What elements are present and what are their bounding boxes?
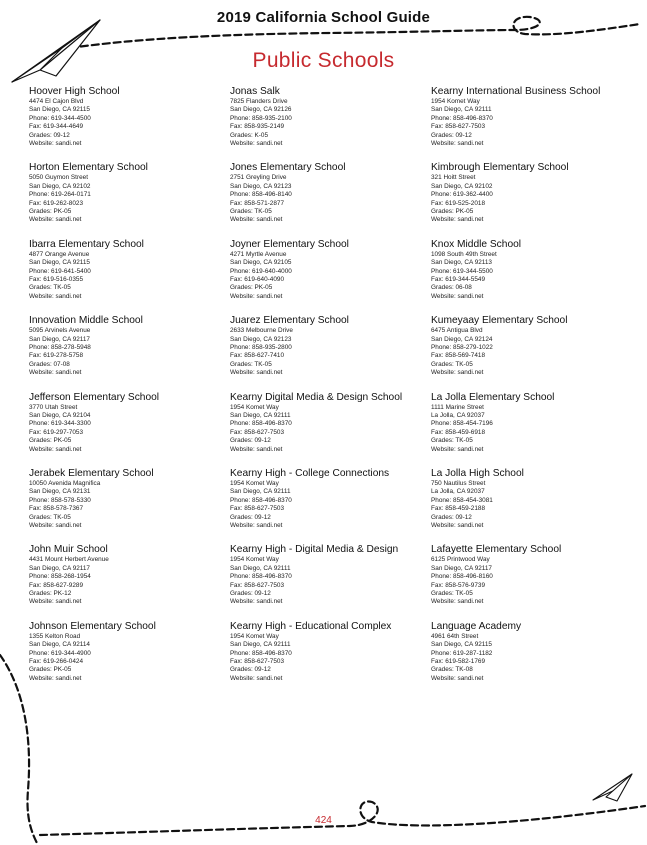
school-grades: Grades: PK-12 [29, 589, 72, 597]
school-fax: Fax: 619-266-0424 [29, 657, 84, 665]
school-phone: Phone: 858-496-8370 [431, 114, 493, 122]
school-website: Website: sandi.net [29, 369, 82, 377]
school-website: Website: sandi.net [431, 445, 484, 453]
school-name: Juarez Elementary School [230, 315, 349, 327]
school-entry [431, 392, 619, 468]
school-name: Lafayette Elementary School [431, 544, 562, 556]
school-city: San Diego, CA 92111 [230, 488, 291, 496]
school-city: San Diego, CA 92111 [230, 411, 291, 419]
school-grades: Grades: 07-08 [29, 360, 70, 368]
school-name: Kearny High - Digital Media & Design [230, 544, 399, 556]
school-fax: Fax: 858-459-2188 [431, 505, 486, 513]
school-fax: Fax: 619-344-5549 [431, 276, 486, 283]
school-name: Kearny Digital Media & Design School [230, 391, 403, 403]
school-name: Jonas Salk [230, 86, 280, 97]
school-grades: Grades: PK-05 [230, 284, 273, 292]
school-fax: Fax: 619-525-2018 [431, 199, 486, 207]
school-entry [29, 392, 230, 468]
school-phone: Phone: 858-454-7196 [431, 420, 493, 428]
school-city: San Diego, CA 92111 [431, 106, 492, 114]
school-grades: Grades: TK-05 [230, 208, 272, 216]
school-phone: Phone: 858-454-3081 [431, 496, 493, 504]
page-number: 424 [315, 815, 332, 826]
school-name: John Muir School [29, 544, 108, 556]
school-city: San Diego, CA 92115 [431, 641, 492, 649]
school-name: Language Academy [431, 620, 522, 632]
school-fax: Fax: 619-297-7053 [29, 428, 84, 436]
school-website: Website: sandi.net [230, 521, 283, 529]
school-columns [29, 86, 619, 697]
school-phone: Phone: 858-278-5948 [29, 343, 91, 351]
school-name: Ibarra Elementary School [29, 238, 144, 250]
school-entry [431, 86, 619, 162]
school-address: 6475 Antigua Blvd [431, 327, 483, 335]
school-entry [29, 162, 230, 238]
school-website: Website: sandi.net [431, 521, 484, 529]
school-grades: Grades: 09-12 [230, 513, 271, 521]
school-website: Website: sandi.net [431, 140, 484, 148]
school-address: 6125 Printwood Way [431, 556, 490, 564]
school-grades: Grades: 09-12 [230, 589, 271, 597]
school-website: Website: sandi.net [29, 521, 82, 529]
school-phone: Phone: 858-496-8370 [230, 649, 292, 657]
school-phone: Phone: 619-344-4500 [29, 114, 91, 122]
school-city: San Diego, CA 92117 [29, 335, 90, 343]
school-city: San Diego, CA 92113 [431, 259, 492, 267]
school-entry [29, 544, 230, 620]
school-phone: Phone: 858-496-8160 [431, 573, 493, 581]
school-website: Website: sandi.net [29, 140, 82, 148]
school-name: Kearny High - Educational Complex [230, 620, 392, 632]
school-grades: Grades: PK-05 [29, 208, 72, 216]
school-phone: Phone: 619-640-4000 [230, 267, 292, 275]
school-name: La Jolla High School [431, 467, 524, 479]
school-entry [230, 392, 431, 468]
school-phone: Phone: 619-344-5500 [431, 267, 493, 275]
school-address: 321 Hoitt Street [431, 174, 476, 182]
school-website: Website: sandi.net [29, 598, 82, 606]
school-name: La Jolla Elementary School [431, 391, 555, 403]
school-city: San Diego, CA 92117 [431, 564, 492, 572]
school-entry [29, 86, 230, 162]
school-address: 4271 Myrtle Avenue [230, 250, 287, 258]
school-phone: Phone: 858-496-8370 [230, 573, 292, 581]
school-address: 1954 Komet Way [230, 403, 279, 411]
school-address: 4877 Orange Avenue [29, 250, 90, 258]
school-grades: Grades: TK-05 [431, 589, 473, 597]
school-entry [230, 544, 431, 620]
paper-airplane-small-icon [593, 774, 632, 801]
school-website: Website: sandi.net [431, 292, 484, 300]
school-column-2 [230, 86, 431, 697]
school-website: Website: sandi.net [230, 369, 283, 377]
school-phone: Phone: 858-268-1954 [29, 573, 91, 581]
school-name: Kimbrough Elementary School [431, 162, 569, 174]
school-address: 1355 Kelton Road [29, 632, 81, 640]
school-phone: Phone: 858-496-8370 [230, 496, 292, 504]
school-name: Horton Elementary School [29, 162, 148, 174]
school-grades: Grades: K-05 [230, 131, 269, 139]
school-website: Website: sandi.net [230, 292, 283, 300]
school-grades: Grades: PK-05 [29, 666, 72, 674]
school-city: San Diego, CA 92123 [230, 182, 292, 190]
school-city: San Diego, CA 92111 [230, 641, 291, 649]
school-website: Website: sandi.net [29, 292, 82, 300]
school-website: Website: sandi.net [230, 216, 283, 224]
school-entry [230, 86, 431, 162]
school-city: La Jolla, CA 92037 [431, 488, 485, 496]
school-address: 1954 Komet Way [431, 98, 480, 105]
school-fax: Fax: 858-578-7367 [29, 505, 84, 513]
guide-title: 2019 California School Guide [216, 9, 431, 26]
school-column-1 [29, 86, 230, 697]
school-website: Website: sandi.net [431, 674, 484, 682]
school-column-3 [431, 86, 619, 697]
school-address: 1954 Komet Way [230, 479, 279, 487]
school-address: 4474 El Cajon Blvd [29, 98, 84, 105]
school-name: Innovation Middle School [29, 315, 143, 327]
school-website: Website: sandi.net [29, 674, 82, 682]
school-fax: Fax: 858-459-6918 [431, 428, 486, 436]
school-fax: Fax: 858-627-9289 [29, 581, 84, 589]
school-city: San Diego, CA 92123 [230, 335, 292, 343]
school-phone: Phone: 619-344-4900 [29, 649, 91, 657]
school-city: San Diego, CA 92105 [230, 259, 292, 267]
school-entry [230, 468, 431, 544]
section-title: Public Schools [252, 49, 395, 72]
school-fax: Fax: 858-627-7503 [230, 505, 285, 513]
school-grades: Grades: TK-08 [431, 666, 473, 674]
school-grades: Grades: 09-12 [230, 666, 271, 674]
school-address: 750 Nautilus Street [431, 479, 486, 487]
school-address: 2633 Melbourne Drive [230, 327, 293, 335]
school-entry [230, 315, 431, 391]
school-name: Joyner Elementary School [230, 238, 349, 250]
school-city: San Diego, CA 92115 [29, 259, 90, 267]
school-address: 2751 Greyling Drive [230, 174, 287, 182]
school-entry [431, 315, 619, 391]
school-website: Website: sandi.net [431, 598, 484, 606]
school-address: 4961 64th Street [431, 632, 479, 640]
school-grades: Grades: 09-12 [431, 131, 472, 139]
school-city: San Diego, CA 92124 [431, 335, 493, 343]
school-fax: Fax: 619-640-4090 [230, 276, 285, 283]
school-fax: Fax: 858-627-7503 [230, 581, 285, 589]
school-address: 7825 Flanders Drive [230, 98, 288, 105]
school-website: Website: sandi.net [29, 216, 82, 224]
school-address: 3770 Utah Street [29, 403, 78, 411]
school-website: Website: sandi.net [431, 369, 484, 377]
school-city: San Diego, CA 92114 [29, 641, 90, 649]
school-grades: Grades: 06-08 [431, 284, 472, 292]
school-fax: Fax: 619-582-1769 [431, 657, 486, 665]
school-city: San Diego, CA 92104 [29, 411, 91, 419]
school-grades: Grades: PK-05 [431, 208, 474, 216]
school-phone: Phone: 619-362-4400 [431, 191, 493, 199]
school-grades: Grades: TK-05 [29, 284, 71, 292]
school-entry [29, 239, 230, 315]
school-grades: Grades: 09-12 [230, 437, 271, 445]
school-address: 1954 Komet Way [230, 556, 279, 564]
school-grades: Grades: TK-05 [431, 437, 473, 445]
school-phone: Phone: 858-496-8370 [230, 420, 292, 428]
school-website: Website: sandi.net [431, 216, 484, 224]
school-fax: Fax: 858-627-7410 [230, 352, 285, 360]
school-entry [431, 468, 619, 544]
school-entry [29, 468, 230, 544]
school-entry [230, 162, 431, 238]
school-phone: Phone: 619-641-5400 [29, 267, 91, 275]
school-grades: Grades: TK-05 [431, 360, 473, 368]
school-fax: Fax: 619-344-4649 [29, 123, 84, 131]
school-phone: Phone: 858-496-8140 [230, 191, 292, 199]
school-website: Website: sandi.net [230, 445, 283, 453]
school-website: Website: sandi.net [230, 140, 283, 148]
school-name: Kearny High - College Connections [230, 467, 390, 479]
school-address: 10050 Avenida Magnifica [29, 479, 101, 487]
school-name: Jones Elementary School [230, 162, 346, 174]
school-entry [230, 621, 431, 697]
school-city: San Diego, CA 92117 [29, 564, 90, 572]
school-phone: Phone: 858-935-2800 [230, 343, 292, 351]
school-city: San Diego, CA 92115 [29, 106, 90, 114]
school-address: 1111 Marine Street [431, 403, 484, 411]
school-name: Jefferson Elementary School [29, 391, 160, 403]
school-city: San Diego, CA 92102 [29, 182, 91, 190]
school-city: San Diego, CA 92102 [431, 182, 493, 190]
school-entry [230, 239, 431, 315]
school-name: Hoover High School [29, 86, 120, 97]
school-fax: Fax: 619-278-5758 [29, 352, 84, 360]
school-phone: Phone: 619-287-1182 [431, 649, 493, 657]
school-name: Kumeyaay Elementary School [431, 315, 568, 327]
school-phone: Phone: 858-279-1022 [431, 343, 493, 351]
school-name: Knox Middle School [431, 238, 522, 250]
school-entry [431, 239, 619, 315]
school-website: Website: sandi.net [230, 674, 283, 682]
school-fax: Fax: 619-516-0355 [29, 276, 84, 283]
school-phone: Phone: 858-578-5330 [29, 496, 91, 504]
school-city: San Diego, CA 92131 [29, 488, 91, 496]
school-phone: Phone: 858-935-2100 [230, 114, 292, 122]
school-grades: Grades: PK-05 [29, 437, 72, 445]
school-name: Kearny International Business School [431, 86, 601, 97]
school-fax: Fax: 619-262-8023 [29, 199, 84, 207]
school-name: Jerabek Elementary School [29, 467, 154, 479]
school-website: Website: sandi.net [230, 598, 283, 606]
school-fax: Fax: 858-627-7503 [230, 428, 285, 436]
school-entry [431, 621, 619, 697]
school-name: Johnson Elementary School [29, 620, 156, 632]
school-city: San Diego, CA 92111 [230, 564, 291, 572]
school-address: 5050 Guymon Street [29, 174, 88, 182]
school-phone: Phone: 619-344-3300 [29, 420, 91, 428]
school-address: 1098 South 49th Street [431, 250, 497, 258]
school-address: 4431 Mount Herbert Avenue [29, 556, 109, 564]
school-website: Website: sandi.net [29, 445, 82, 453]
school-fax: Fax: 858-571-2877 [230, 199, 285, 207]
school-entry [431, 544, 619, 620]
school-address: 5095 Arvinels Avenue [29, 327, 91, 335]
school-fax: Fax: 858-627-7503 [431, 123, 486, 131]
school-fax: Fax: 858-627-7503 [230, 657, 285, 665]
school-phone: Phone: 619-264-0171 [29, 191, 91, 199]
school-entry [431, 162, 619, 238]
school-entry [29, 315, 230, 391]
school-address: 1954 Komet Way [230, 632, 279, 640]
school-grades: Grades: 09-12 [431, 513, 472, 521]
school-city: San Diego, CA 92126 [230, 106, 292, 114]
school-entry [29, 621, 230, 697]
school-grades: Grades: 09-12 [29, 131, 70, 139]
school-fax: Fax: 858-569-7418 [431, 352, 486, 360]
school-grades: Grades: TK-05 [230, 360, 272, 368]
school-grades: Grades: TK-05 [29, 513, 71, 521]
school-city: La Jolla, CA 92037 [431, 411, 485, 419]
school-fax: Fax: 858-576-9739 [431, 581, 486, 589]
school-fax: Fax: 858-935-2149 [230, 123, 285, 131]
